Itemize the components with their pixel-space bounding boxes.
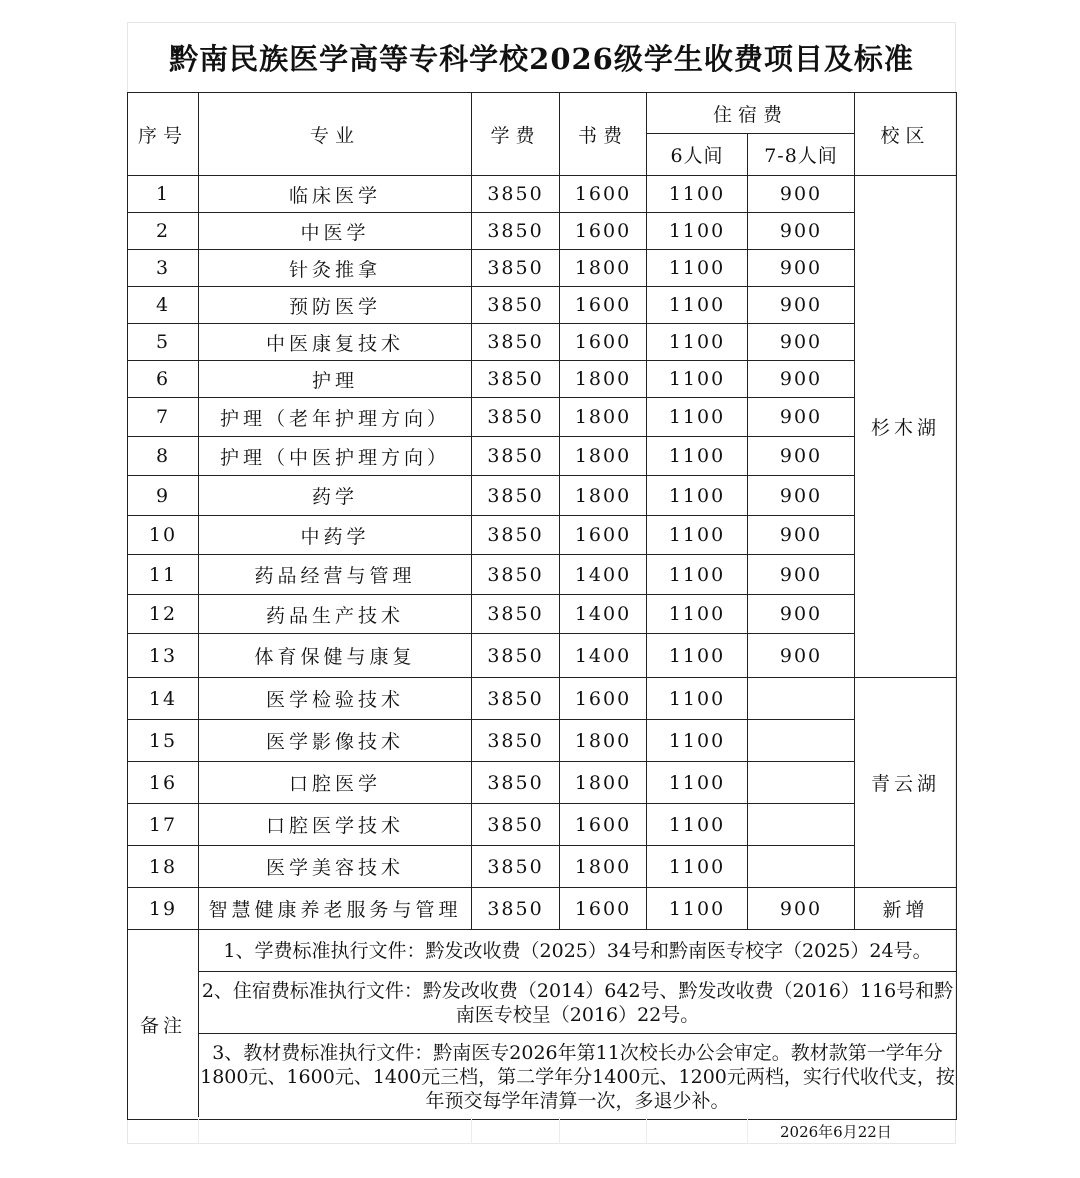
row-tuition: 3850 [472,287,560,324]
row-books: 1400 [560,595,647,634]
table-row [128,762,957,804]
header-major: 专业 [199,93,472,176]
row-dorm-78 [748,762,855,804]
row-seq: 19 [128,888,199,930]
table-row [128,888,957,930]
row-seq: 8 [128,437,199,476]
row-dorm-78: 900 [748,213,855,250]
grid-line [471,1117,472,1144]
table-row [128,678,957,720]
row-books: 1800 [560,476,647,516]
campus-shanmuhu: 杉木湖 [855,176,957,678]
row-tuition: 3850 [472,176,560,213]
header-dorm: 住宿费 [647,93,855,134]
header-dorm-6: 6人间 [647,134,748,176]
row-seq: 1 [128,176,199,213]
row-dorm-6: 1100 [647,846,748,888]
row-dorm-78: 900 [748,361,855,398]
table-row [128,516,957,555]
row-tuition: 3850 [472,595,560,634]
table-row [128,555,957,595]
row-dorm-78: 900 [748,398,855,437]
campus-new: 新增 [855,888,957,930]
row-books: 1600 [560,213,647,250]
remarks-label: 备注 [128,930,199,1120]
row-major: 医学美容技术 [199,846,472,888]
row-dorm-6: 1100 [647,678,748,720]
header-campus: 校区 [855,93,957,176]
row-tuition: 3850 [472,634,560,678]
header-row-1 [128,93,957,134]
row-dorm-78: 900 [748,888,855,930]
row-dorm-78: 900 [748,595,855,634]
table-row [128,287,957,324]
row-tuition: 3850 [472,678,560,720]
row-major: 护理（中医护理方向） [199,437,472,476]
row-major: 护理 [199,361,472,398]
row-major: 智慧健康养老服务与管理 [199,888,472,930]
row-major: 预防医学 [199,287,472,324]
table-row [128,213,957,250]
row-books: 1400 [560,634,647,678]
remark-row [128,930,957,972]
row-dorm-6: 1100 [647,634,748,678]
remark-row [128,1034,957,1120]
row-dorm-78 [748,846,855,888]
row-dorm-78: 900 [748,324,855,361]
row-dorm-6: 1100 [647,804,748,846]
table-row [128,250,957,287]
row-tuition: 3850 [472,398,560,437]
row-seq: 3 [128,250,199,287]
row-tuition: 3850 [472,516,560,555]
grid-line [646,1117,647,1144]
row-seq: 9 [128,476,199,516]
row-books: 1800 [560,846,647,888]
row-books: 1600 [560,287,647,324]
row-tuition: 3850 [472,476,560,516]
row-dorm-6: 1100 [647,476,748,516]
row-dorm-6: 1100 [647,213,748,250]
row-books: 1600 [560,516,647,555]
grid-line [559,1117,560,1144]
row-major: 口腔医学技术 [199,804,472,846]
campus-qingyunhu: 青云湖 [855,678,957,888]
table-row [128,720,957,762]
row-books: 1800 [560,398,647,437]
row-seq: 2 [128,213,199,250]
grid-line [198,1117,199,1144]
row-books: 1800 [560,361,647,398]
row-tuition: 3850 [472,250,560,287]
header-books: 书费 [560,93,647,176]
fee-table [127,92,957,1120]
row-tuition: 3850 [472,324,560,361]
row-dorm-78 [748,804,855,846]
row-seq: 13 [128,634,199,678]
row-major: 药学 [199,476,472,516]
table-row [128,361,957,398]
table-row [128,437,957,476]
table-row [128,476,957,516]
row-books: 1800 [560,762,647,804]
row-seq: 18 [128,846,199,888]
row-tuition: 3850 [472,846,560,888]
row-dorm-78: 900 [748,476,855,516]
row-books: 1800 [560,437,647,476]
remark-item: 1、学费标准执行文件：黔发改收费（2025）34号和黔南医专校字（2025）24号。 [199,930,957,972]
grid-line [747,1117,748,1144]
document-date: 2026年6月22日 [780,1123,892,1141]
row-dorm-6: 1100 [647,720,748,762]
header-dorm-78: 7-8人间 [748,134,855,176]
row-major: 口腔医学 [199,762,472,804]
row-dorm-78: 900 [748,634,855,678]
table-row [128,595,957,634]
row-books: 1400 [560,555,647,595]
row-dorm-6: 1100 [647,250,748,287]
row-seq: 4 [128,287,199,324]
row-seq: 5 [128,324,199,361]
row-seq: 11 [128,555,199,595]
header-seq: 序号 [128,93,199,176]
table-row [128,846,957,888]
row-dorm-78: 900 [748,437,855,476]
row-tuition: 3850 [472,888,560,930]
row-seq: 6 [128,361,199,398]
row-seq: 15 [128,720,199,762]
row-major: 中医康复技术 [199,324,472,361]
remark-item: 2、住宿费标准执行文件：黔发改收费（2014）642号、黔发改收费（2016）116号和黔南医专校呈（2016）22号。 [199,972,957,1034]
row-dorm-6: 1100 [647,555,748,595]
row-dorm-6: 1100 [647,398,748,437]
row-tuition: 3850 [472,804,560,846]
row-seq: 12 [128,595,199,634]
row-dorm-6: 1100 [647,516,748,555]
row-books: 1600 [560,804,647,846]
row-major: 药品生产技术 [199,595,472,634]
row-dorm-6: 1100 [647,888,748,930]
row-dorm-6: 1100 [647,437,748,476]
row-tuition: 3850 [472,361,560,398]
row-dorm-6: 1100 [647,176,748,213]
row-books: 1800 [560,250,647,287]
remark-row [128,972,957,1034]
row-books: 1600 [560,324,647,361]
table-row [128,176,957,213]
row-seq: 16 [128,762,199,804]
table-row [128,398,957,437]
row-dorm-78: 900 [748,516,855,555]
row-dorm-78 [748,720,855,762]
table-row [128,634,957,678]
row-dorm-6: 1100 [647,324,748,361]
row-seq: 7 [128,398,199,437]
row-dorm-6: 1100 [647,361,748,398]
row-dorm-78: 900 [748,250,855,287]
row-dorm-6: 1100 [647,762,748,804]
row-dorm-78 [748,678,855,720]
row-major: 护理（老年护理方向） [199,398,472,437]
row-books: 1800 [560,720,647,762]
row-tuition: 3850 [472,437,560,476]
row-dorm-78: 900 [748,287,855,324]
row-seq: 14 [128,678,199,720]
row-books: 1600 [560,176,647,213]
row-seq: 10 [128,516,199,555]
header-tuition: 学费 [472,93,560,176]
row-tuition: 3850 [472,555,560,595]
row-dorm-78: 900 [748,555,855,595]
row-major: 中医学 [199,213,472,250]
row-major: 药品经营与管理 [199,555,472,595]
row-tuition: 3850 [472,720,560,762]
row-seq: 17 [128,804,199,846]
row-major: 针灸推拿 [199,250,472,287]
row-books: 1600 [560,678,647,720]
row-books: 1600 [560,888,647,930]
row-tuition: 3850 [472,213,560,250]
table-row [128,324,957,361]
row-dorm-6: 1100 [647,595,748,634]
document-title: 黔南民族医学高等专科学校2026级学生收费项目及标准 [169,41,914,76]
remark-item: 3、教材费标准执行文件：黔南医专2026年第11次校长办公会审定。教材款第一学年分1800元、1600元、1400元三档，第二学年分1400元、1200元两档，实行代收代支，按年预交每学年清算一次，多退少补。 [199,1034,957,1120]
row-tuition: 3850 [472,762,560,804]
row-major: 体育保健与康复 [199,634,472,678]
row-major: 医学检验技术 [199,678,472,720]
row-major: 医学影像技术 [199,720,472,762]
row-major: 临床医学 [199,176,472,213]
table-row [128,804,957,846]
row-major: 中药学 [199,516,472,555]
row-dorm-6: 1100 [647,287,748,324]
row-dorm-78: 900 [748,176,855,213]
